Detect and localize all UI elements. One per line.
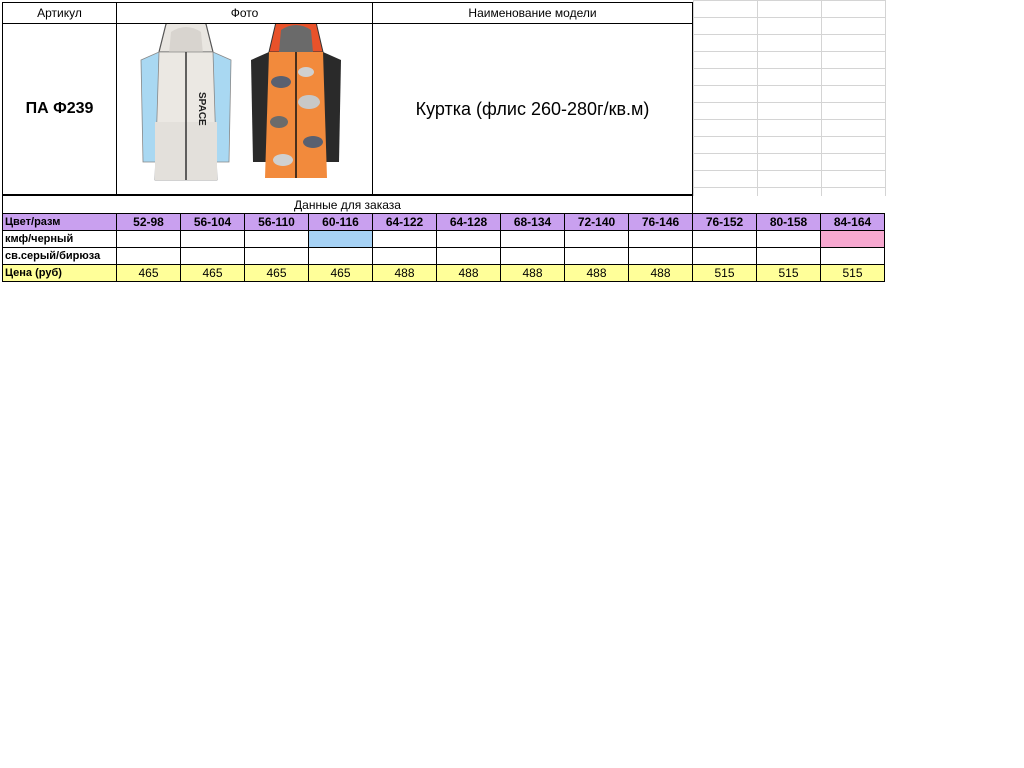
price-cell[interactable]: 465	[117, 265, 181, 282]
price-cell[interactable]: 488	[501, 265, 565, 282]
size-cell[interactable]: 84-164	[821, 214, 885, 231]
price-cell[interactable]: 488	[373, 265, 437, 282]
size-cell[interactable]: 56-110	[245, 214, 309, 231]
size-cell[interactable]: 64-122	[373, 214, 437, 231]
quantity-cell[interactable]	[309, 248, 373, 265]
quantity-cell[interactable]	[629, 248, 693, 265]
size-cell[interactable]: 64-128	[437, 214, 501, 231]
order-section-row	[3, 195, 885, 214]
article-header[interactable]: Артикул	[3, 3, 117, 24]
price-cell[interactable]: 465	[181, 265, 245, 282]
quantity-cell[interactable]	[757, 231, 821, 248]
size-cell[interactable]: 80-158	[757, 214, 821, 231]
quantity-cell[interactable]	[757, 248, 821, 265]
quantity-cell[interactable]	[629, 231, 693, 248]
size-cell[interactable]: 76-146	[629, 214, 693, 231]
color-row-grey-turquoise	[3, 248, 885, 265]
price-row	[3, 265, 885, 282]
product-row	[3, 24, 885, 196]
quantity-cell[interactable]	[373, 231, 437, 248]
jacket-photos-image	[131, 24, 341, 196]
price-cell[interactable]: 488	[565, 265, 629, 282]
size-cell[interactable]: 52-98	[117, 214, 181, 231]
header-row	[3, 3, 885, 24]
quantity-cell[interactable]	[181, 231, 245, 248]
quantity-cell-unavailable[interactable]	[821, 231, 885, 248]
price-cell[interactable]: 488	[629, 265, 693, 282]
quantity-cell[interactable]	[245, 248, 309, 265]
price-cell[interactable]: 488	[437, 265, 501, 282]
quantity-cell[interactable]	[245, 231, 309, 248]
quantity-cell[interactable]	[437, 231, 501, 248]
quantity-cell[interactable]	[437, 248, 501, 265]
price-cell[interactable]: 465	[245, 265, 309, 282]
quantity-cell-unavailable[interactable]	[309, 231, 373, 248]
photo-header[interactable]: Фото	[117, 3, 373, 24]
price-cell[interactable]: 515	[693, 265, 757, 282]
quantity-cell[interactable]	[501, 231, 565, 248]
color-label[interactable]: св.серый/бирюза	[3, 248, 117, 265]
color-row-camo-black	[3, 231, 885, 248]
price-row-label[interactable]: Цена (руб)	[3, 265, 117, 282]
size-cell[interactable]: 60-116	[309, 214, 373, 231]
price-cell[interactable]: 465	[309, 265, 373, 282]
quantity-cell[interactable]	[565, 231, 629, 248]
quantity-cell[interactable]	[117, 231, 181, 248]
size-cell[interactable]: 68-134	[501, 214, 565, 231]
model-name-cell[interactable]: Куртка (флис 260-280г/кв.м)	[373, 24, 693, 196]
price-cell[interactable]: 515	[757, 265, 821, 282]
quantity-cell[interactable]	[181, 248, 245, 265]
quantity-cell[interactable]	[501, 248, 565, 265]
model-name-header[interactable]: Наименование модели	[373, 3, 693, 24]
order-sheet-table	[2, 2, 885, 282]
price-cell[interactable]: 515	[821, 265, 885, 282]
quantity-cell[interactable]	[373, 248, 437, 265]
quantity-cell[interactable]	[821, 248, 885, 265]
size-header-row	[3, 214, 885, 231]
quantity-cell[interactable]	[117, 248, 181, 265]
size-cell[interactable]: 72-140	[565, 214, 629, 231]
size-cell[interactable]: 56-104	[181, 214, 245, 231]
quantity-cell[interactable]	[565, 248, 629, 265]
order-section-label[interactable]: Данные для заказа	[3, 195, 693, 214]
svg-text:SPACE: SPACE	[196, 92, 207, 126]
photo-cell[interactable]	[117, 24, 373, 196]
article-cell[interactable]: ПА Ф239	[3, 24, 117, 196]
quantity-cell[interactable]	[693, 248, 757, 265]
size-row-label[interactable]: Цвет/разм	[3, 214, 117, 231]
size-cell[interactable]: 76-152	[693, 214, 757, 231]
quantity-cell[interactable]	[693, 231, 757, 248]
color-label[interactable]: кмф/черный	[3, 231, 117, 248]
